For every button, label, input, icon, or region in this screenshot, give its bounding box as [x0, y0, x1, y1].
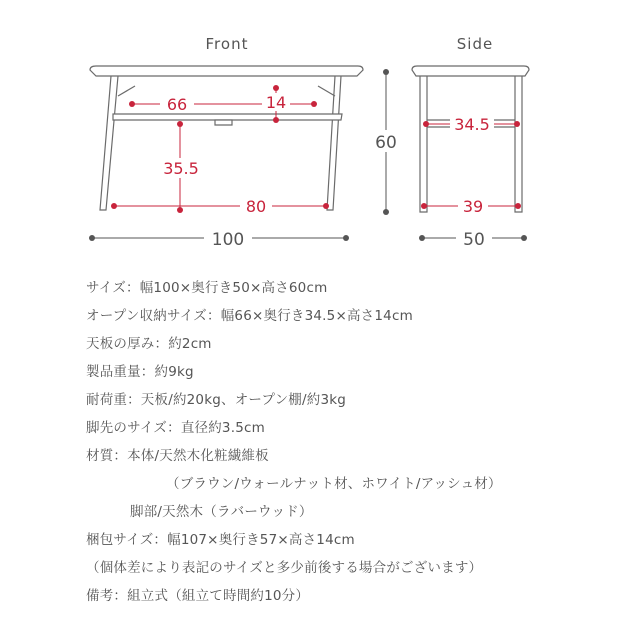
spec-top-thickness: 天板の厚み：約2cm	[86, 336, 212, 352]
spec-remarks: 備考：組立式（組立て時間約10分）	[86, 588, 310, 604]
side-depth-39-label: 39	[462, 197, 484, 216]
side-title: Side	[456, 35, 494, 53]
spec-open-storage-size: オープン収納サイズ：幅66×奥行き34.5×高さ14cm	[86, 308, 413, 324]
front-height-35-5-label: 35.5	[163, 159, 199, 178]
spec-load-capacity: 耐荷重：天板/約20kg、オープン棚/約3kg	[86, 392, 347, 408]
spec-material-note: （ブラウン/ウォールナット材、ホワイト/アッシュ材）	[166, 476, 502, 492]
spec-size: サイズ：幅100×奥行き50×高さ60cm	[86, 280, 328, 296]
spec-material-legs: 脚部/天然木（ラバーウッド）	[130, 504, 313, 520]
spec-size-note: （個体差により表記のサイズと多少前後する場合がございます）	[86, 560, 483, 576]
spec-weight: 製品重量：約9kg	[86, 364, 194, 380]
spec-leg-size: 脚先のサイズ：直径約3.5cm	[86, 420, 265, 436]
front-title: Front	[205, 35, 249, 53]
spec-material-body: 材質：本体/天然木化粧繊維板	[86, 448, 269, 464]
front-width-80-label: 80	[245, 197, 267, 216]
front-width-100-label: 100	[211, 230, 245, 250]
side-depth-50-label: 50	[463, 230, 485, 250]
spec-package-size: 梱包サイズ：幅107×奥行き57×高さ14cm	[86, 532, 355, 548]
side-height-60-label: 60	[375, 133, 397, 153]
front-width-66-label: 66	[166, 95, 188, 114]
front-height-14-label: 14	[265, 93, 287, 112]
side-depth-34-5-label: 34.5	[454, 115, 490, 134]
